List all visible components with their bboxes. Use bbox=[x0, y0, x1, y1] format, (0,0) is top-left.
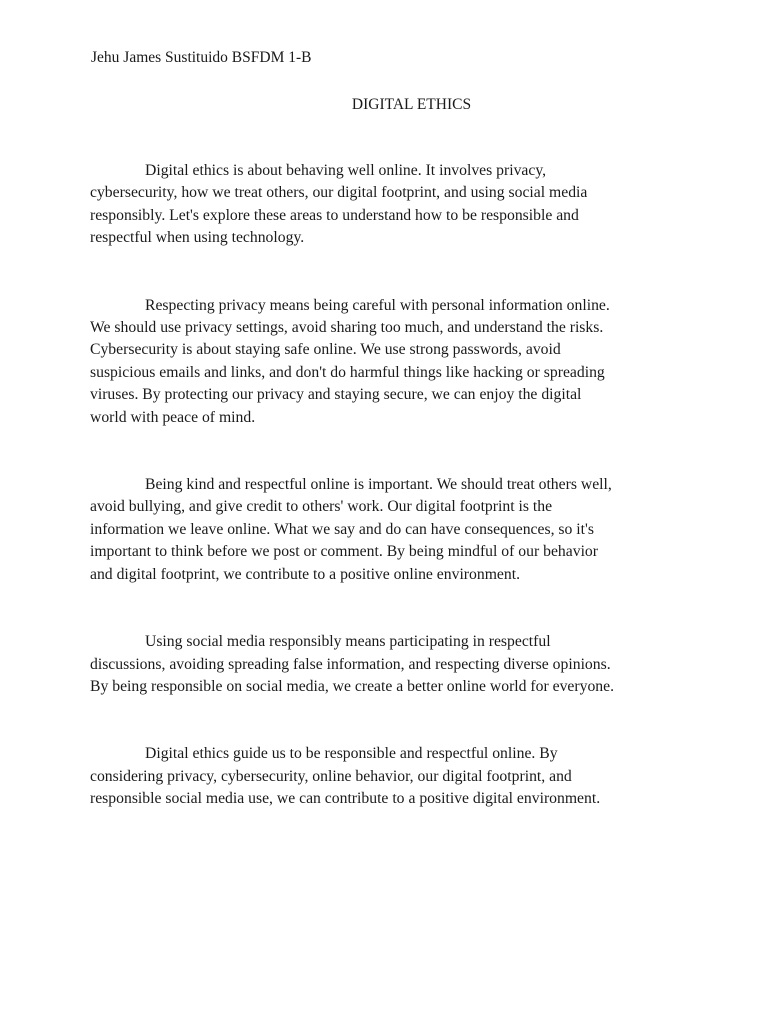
paragraph-line: Using social media responsibly means participating in respectful bbox=[145, 633, 551, 651]
paragraph-line: Digital ethics is about behaving well online. It involves privacy, bbox=[145, 162, 547, 179]
paragraph-intro bbox=[90, 160, 690, 250]
author-line: Jehu James Sustituido BSFDM 1-B bbox=[91, 49, 312, 66]
paragraph-line: We should use privacy settings, avoid sharing too much, and understand the risks. bbox=[90, 319, 604, 337]
paragraph-line: respectful when using technology. bbox=[90, 229, 305, 247]
paragraph-line: avoid bullying, and give credit to others' work. Our digital footprint is the bbox=[90, 498, 553, 516]
paragraph-social-media bbox=[90, 631, 690, 698]
paragraph-line: responsibly. Let's explore these areas to understand how to be responsible and bbox=[90, 206, 579, 224]
paragraph-conclusion bbox=[90, 743, 690, 810]
paragraph-line: By being responsible on social media, we create a better online world for everyone. bbox=[90, 677, 615, 695]
document-body bbox=[90, 160, 690, 856]
paragraph-line: Digital ethics guide us to be responsible and respectful online. By bbox=[145, 745, 558, 763]
paragraph-line: and digital footprint, we contribute to a positive online environment. bbox=[90, 565, 521, 583]
paragraph-line: Respecting privacy means being careful with personal information online. bbox=[145, 296, 610, 314]
paragraph-line: cybersecurity, how we treat others, our digital footprint, and using social media bbox=[90, 184, 588, 202]
paragraph-behavior-footprint bbox=[90, 474, 690, 586]
paragraph-line: considering privacy, cybersecurity, online behavior, our digital footprint, and bbox=[90, 767, 572, 785]
paragraph-line: viruses. By protecting our privacy and staying secure, we can enjoy the digital bbox=[90, 386, 582, 404]
paragraph-line: Being kind and respectful online is important. We should treat others well, bbox=[145, 476, 612, 494]
paragraph-line: Cybersecurity is about staying safe online. We use strong passwords, avoid bbox=[90, 341, 561, 359]
paragraph-privacy-security bbox=[90, 295, 690, 429]
document-title: DIGITAL ETHICS bbox=[351, 96, 472, 113]
paragraph-line: important to think before we post or comment. By being mindful of our behavior bbox=[90, 543, 598, 561]
paragraph-line: world with peace of mind. bbox=[90, 408, 256, 426]
paragraph-line: information we leave online. What we say and do can have consequences, so it's bbox=[90, 520, 594, 538]
paragraph-line: responsible social media use, we can contribute to a positive digital environment. bbox=[90, 790, 601, 808]
paragraph-line: suspicious emails and links, and don't do harmful things like hacking or spreading bbox=[90, 363, 605, 381]
paragraph-line: discussions, avoiding spreading false information, and respecting diverse opinions. bbox=[90, 655, 611, 673]
